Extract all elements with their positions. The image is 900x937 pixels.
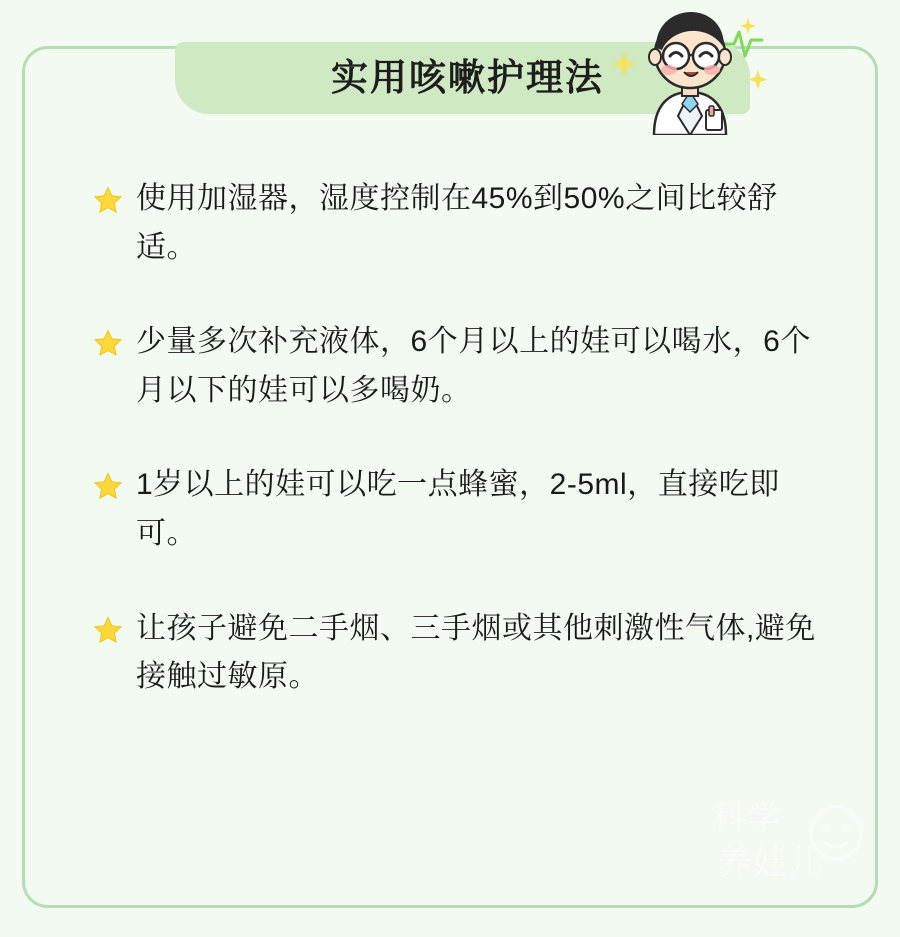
star-icon [94,472,122,500]
star-icon [94,186,122,214]
list-item-text: 少量多次补充液体，6个月以上的娃可以喝水，6个月以下的娃可以多喝奶。 [136,325,811,407]
list-item-text: 1岁以上的娃可以吃一点蜂蜜，2-5ml，直接吃即可。 [136,468,780,550]
list-item-text: 让孩子避免二手烟、三手烟或其他刺激性气体,避免接触过敏原。 [136,611,816,694]
list-item [94,175,824,272]
list-item [94,461,824,558]
list-item [94,605,824,702]
doctor-illustration [612,0,772,135]
page-title: 实用咳嗽护理法 [331,57,604,98]
star-icon [94,616,122,644]
list-item [94,318,824,415]
star-icon [94,329,122,357]
list-item-text: 使用加湿器，湿度控制在45%到50%之间比较舒适。 [136,182,778,264]
tips-list [94,175,824,748]
watermark-line2: 养娃儿 [718,844,823,882]
watermark [712,787,862,897]
watermark-line1: 科学 [712,800,782,838]
